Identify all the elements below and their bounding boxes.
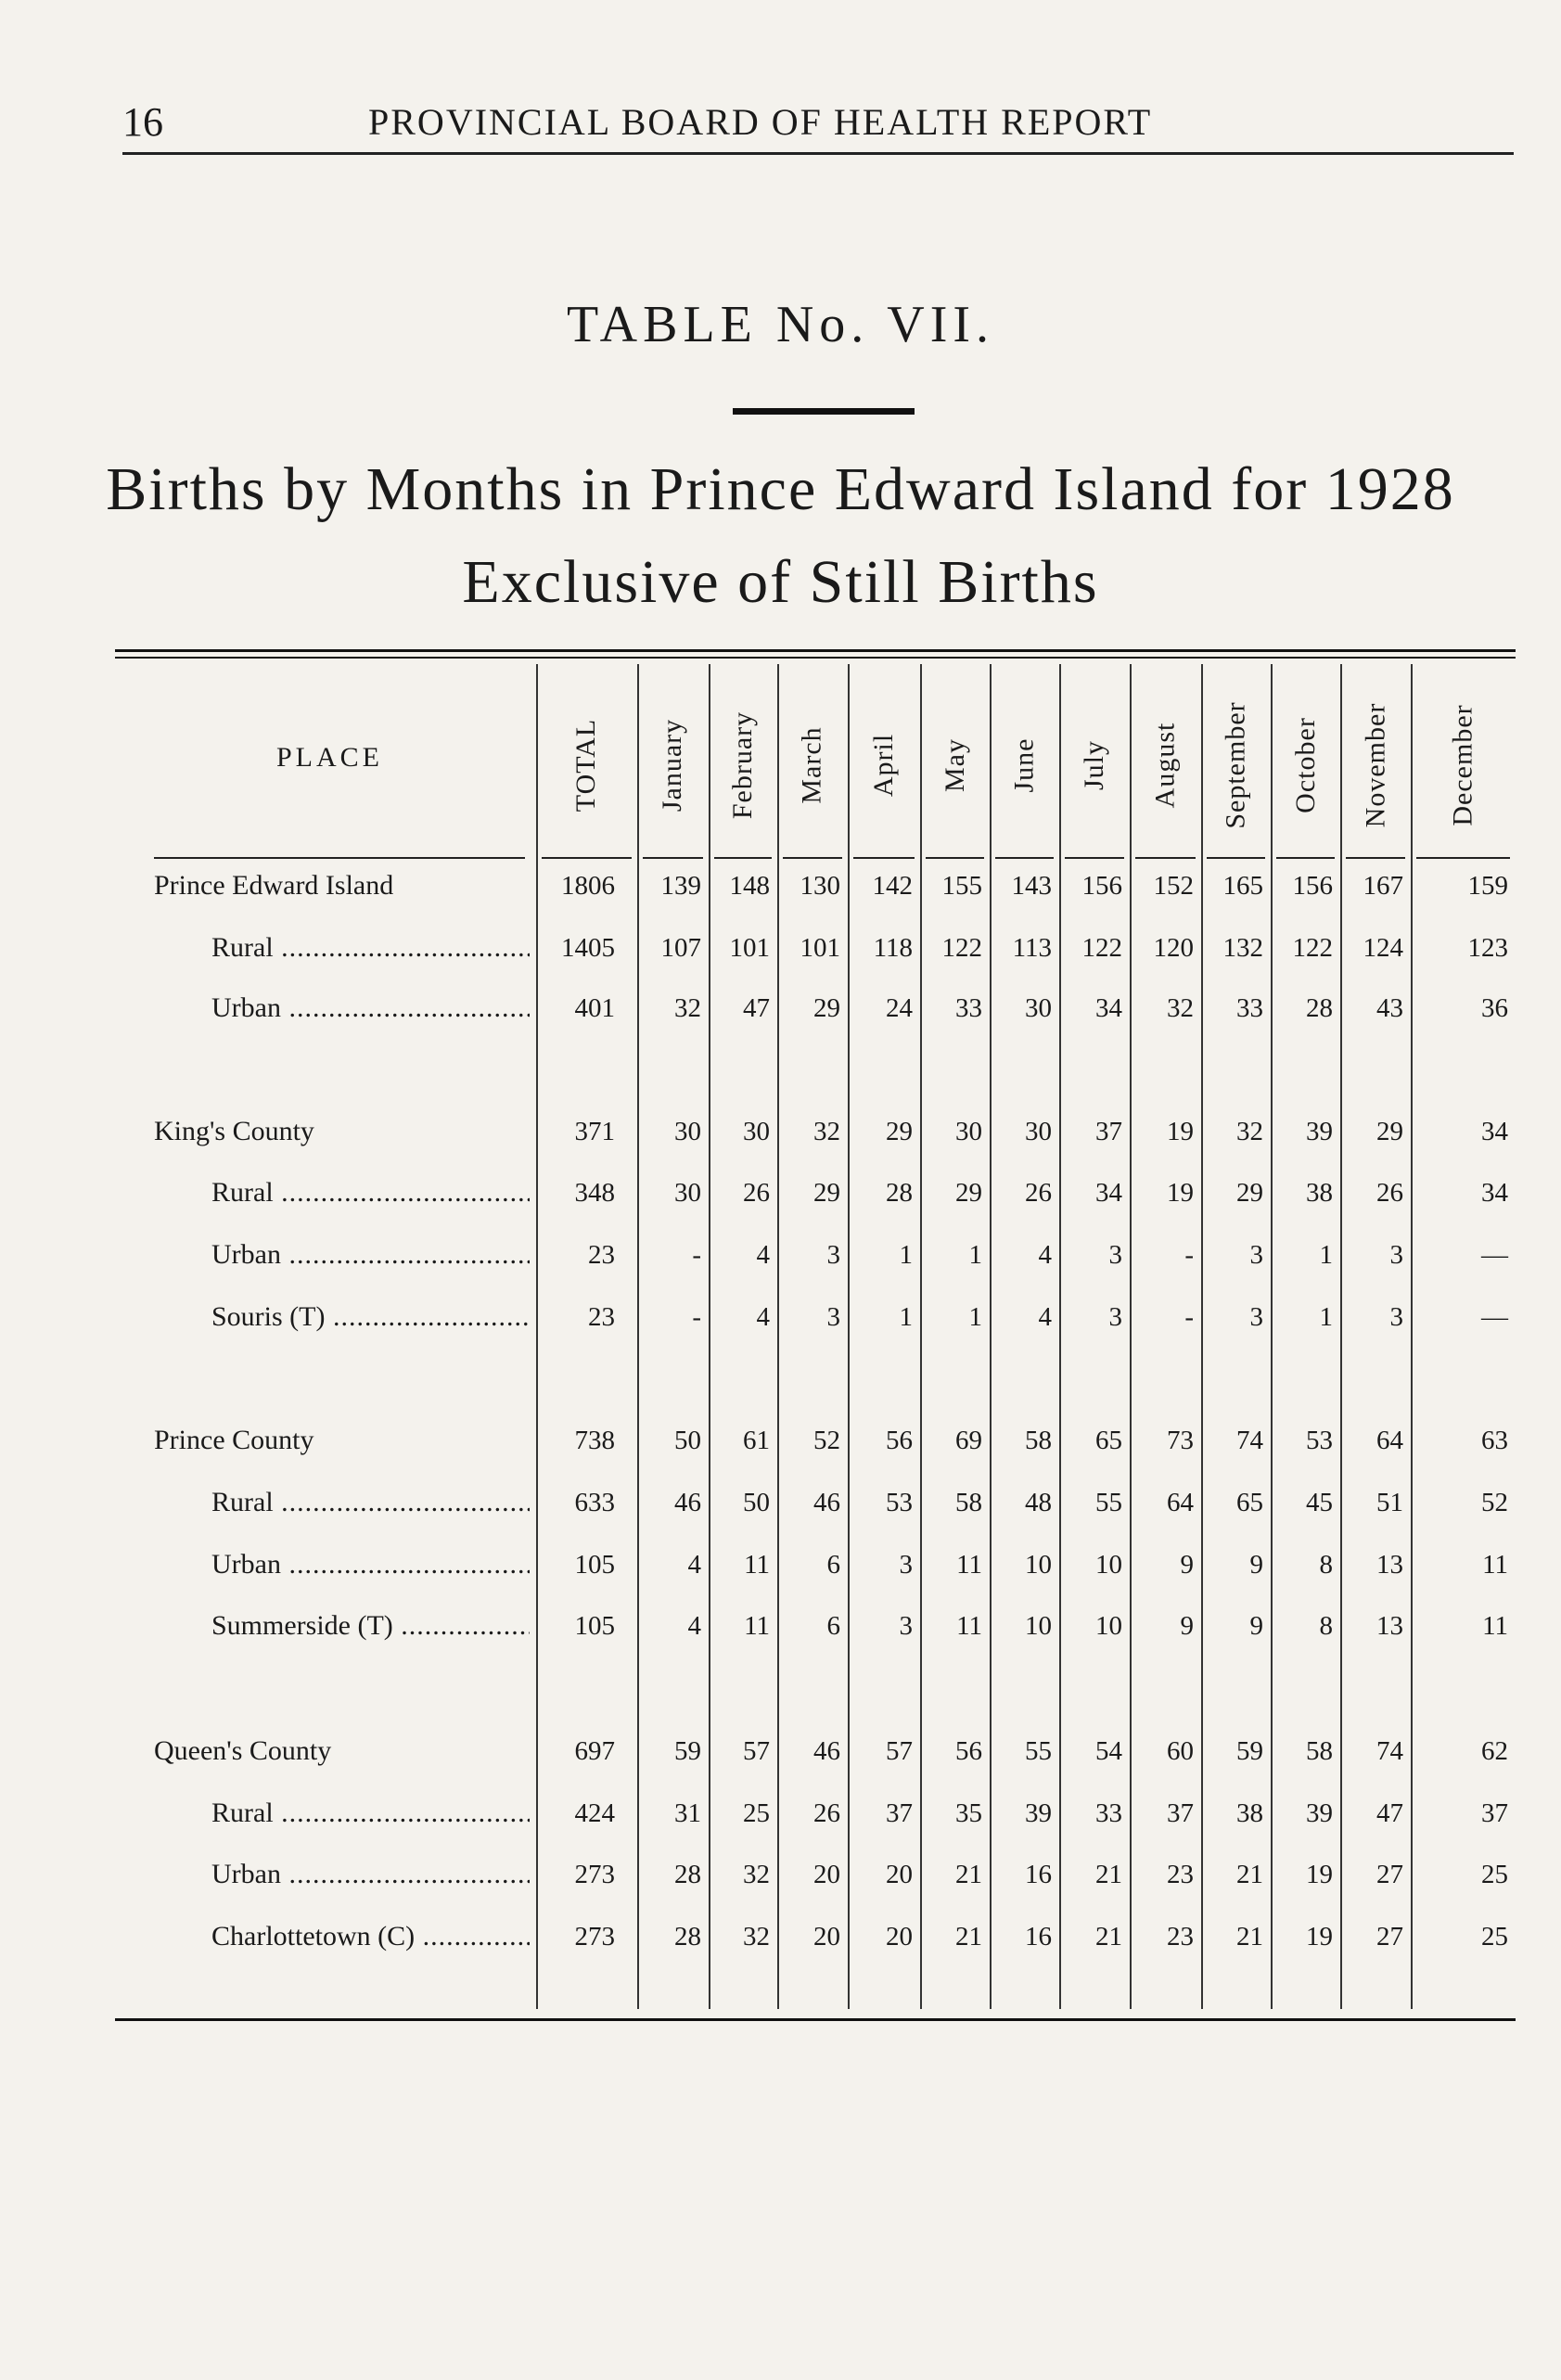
table-cell: — [1481, 1240, 1508, 1270]
table-cell: 33 [955, 993, 982, 1023]
table-cell: 130 [800, 871, 840, 901]
table-cell: 124 [1363, 933, 1403, 963]
table-cell: 56 [886, 1426, 913, 1455]
column-header-label: June [1008, 737, 1040, 793]
table-cell: 107 [660, 933, 701, 963]
table-cell: 39 [1025, 1798, 1052, 1828]
table-cell: 697 [574, 1736, 615, 1766]
table-row [0, 863, 1561, 909]
table-cell: 26 [1376, 1178, 1403, 1208]
table-cell: 122 [941, 933, 982, 963]
table-cell: 3 [826, 1302, 840, 1332]
table-cell: 4 [687, 1611, 701, 1641]
table-cell: 74 [1376, 1736, 1403, 1766]
table-cell: 19 [1167, 1117, 1194, 1146]
table-cell: 32 [743, 1860, 770, 1889]
place-label: Queen's County [154, 1735, 332, 1766]
table-cell: 6 [826, 1611, 840, 1641]
table-cell: 46 [813, 1488, 840, 1517]
header-rule [542, 857, 632, 859]
table-cell: 139 [660, 871, 701, 901]
table-cell: 20 [813, 1860, 840, 1889]
table-cell: 32 [743, 1922, 770, 1951]
table-cell: 35 [955, 1798, 982, 1828]
table-cell: 38 [1236, 1798, 1263, 1828]
place-label: Urban ..... [211, 1851, 530, 1898]
column-header-label: August [1149, 722, 1181, 809]
table-cell: 1 [899, 1240, 913, 1270]
page-header [122, 93, 1514, 155]
table-cell: 8 [1319, 1550, 1333, 1580]
table-cell: - [692, 1240, 701, 1270]
column-header [1133, 686, 1198, 844]
table-cell: 143 [1011, 871, 1052, 901]
table-cell: 26 [813, 1798, 840, 1828]
column-header [923, 686, 988, 844]
table-cell: 62 [1481, 1736, 1508, 1766]
table-row [0, 1170, 1561, 1216]
header-rule [154, 857, 525, 859]
table-cell: 29 [813, 1178, 840, 1208]
place-label: Rural ..... [211, 1170, 530, 1216]
place-label: Urban ..... [211, 985, 530, 1031]
table-cell: 9 [1180, 1611, 1194, 1641]
table-cell: 58 [1025, 1426, 1052, 1455]
header-rule [1346, 857, 1405, 859]
table-cell: 32 [1236, 1117, 1263, 1146]
column-header-label: October [1289, 717, 1321, 813]
table-cell: 21 [955, 1860, 982, 1889]
table-cell: 28 [674, 1860, 701, 1889]
table-cell: 19 [1167, 1178, 1194, 1208]
table-number: TABLE No. VII. [566, 296, 995, 353]
column-header [851, 686, 916, 844]
column-header-label: March [797, 726, 828, 804]
column-header-label: February [727, 710, 759, 820]
table-cell: 27 [1376, 1922, 1403, 1951]
column-header-label: April [867, 733, 899, 798]
table-cell: 13 [1376, 1550, 1403, 1580]
table-cell: 11 [956, 1550, 982, 1580]
table-cell: 58 [1306, 1736, 1333, 1766]
table-cell: 65 [1095, 1426, 1122, 1455]
table-cell: 34 [1095, 1178, 1122, 1208]
table-row [0, 1790, 1561, 1836]
table-cell: 25 [1481, 1860, 1508, 1889]
running-title: PROVINCIAL BOARD OF HEALTH REPORT [368, 101, 1153, 143]
table-cell: 34 [1481, 1178, 1508, 1208]
table-cell: 46 [674, 1488, 701, 1517]
table-cell: 738 [574, 1426, 615, 1455]
place-label: Rural ..... [211, 1790, 530, 1836]
table-cell: 4 [1038, 1240, 1052, 1270]
table-row [0, 985, 1561, 1031]
table-cell: 32 [813, 1117, 840, 1146]
table-cell: 47 [1376, 1798, 1403, 1828]
table-cell: 57 [743, 1736, 770, 1766]
table-cell: 4 [756, 1240, 770, 1270]
table-cell: 152 [1153, 871, 1194, 901]
column-header [1062, 686, 1127, 844]
table-title: Births by Months in Prince Edward Island for 1928 [106, 455, 1455, 523]
table-cell: 113 [1012, 933, 1052, 963]
table-cell: 28 [886, 1178, 913, 1208]
place-label: Prince Edward Island [154, 870, 394, 901]
table-cell: 29 [1236, 1178, 1263, 1208]
table-cell: 23 [1167, 1860, 1194, 1889]
table-cell: 273 [574, 1922, 615, 1951]
table-cell: 50 [674, 1426, 701, 1455]
header-rule [1416, 857, 1510, 859]
table-cell: 3 [1108, 1302, 1122, 1332]
column-header [641, 686, 706, 844]
table-row [0, 1417, 1561, 1464]
table-cell: 101 [729, 933, 770, 963]
table-cell: 3 [1249, 1240, 1263, 1270]
table-cell: 3 [826, 1240, 840, 1270]
place-label: Charlottetown (C) ..... [211, 1913, 530, 1960]
table-top-rule-thin [115, 657, 1516, 659]
table-cell: 3 [1389, 1240, 1403, 1270]
header-rule [1207, 857, 1265, 859]
column-header [1343, 686, 1408, 844]
header-rule [643, 857, 703, 859]
column-header-label: January [657, 718, 688, 813]
table-cell: 53 [1306, 1426, 1333, 1455]
column-header-label: December [1447, 704, 1478, 826]
table-row [0, 1603, 1561, 1649]
table-cell: 32 [674, 993, 701, 1023]
table-cell: 9 [1180, 1550, 1194, 1580]
table-cell: — [1481, 1302, 1508, 1332]
table-cell: 30 [674, 1117, 701, 1146]
header-rule [1065, 857, 1124, 859]
table-cell: 122 [1292, 933, 1333, 963]
table-cell: 52 [813, 1426, 840, 1455]
table-cell: 165 [1222, 871, 1263, 901]
column-header [780, 686, 845, 844]
table-cell: 105 [574, 1550, 615, 1580]
table-cell: 33 [1095, 1798, 1122, 1828]
table-cell: 50 [743, 1488, 770, 1517]
table-cell: - [1184, 1302, 1194, 1332]
table-cell: 25 [1481, 1922, 1508, 1951]
table-cell: 401 [574, 993, 615, 1023]
table-cell: 10 [1025, 1611, 1052, 1641]
table-cell: 23 [1167, 1922, 1194, 1951]
table-cell: 27 [1376, 1860, 1403, 1889]
table-cell: 23 [588, 1240, 615, 1270]
table-cell: 29 [955, 1178, 982, 1208]
place-label: Summerside (T) ..... [211, 1603, 530, 1649]
table-cell: 1 [968, 1302, 982, 1332]
table-cell: 120 [1153, 933, 1194, 963]
column-header [1273, 686, 1338, 844]
table-cell: 21 [955, 1922, 982, 1951]
table-cell: 30 [955, 1117, 982, 1146]
column-header-label: TOTAL [570, 718, 602, 813]
column-header-label: May [939, 738, 970, 792]
table-cell: 156 [1081, 871, 1122, 901]
table-subtitle: Exclusive of Still Births [462, 548, 1099, 616]
table-cell: 54 [1095, 1736, 1122, 1766]
table-cell: 8 [1319, 1611, 1333, 1641]
table-cell: 1405 [561, 933, 615, 963]
table-cell: 73 [1167, 1426, 1194, 1455]
table-cell: 39 [1306, 1798, 1333, 1828]
table-cell: 1 [1319, 1302, 1333, 1332]
table-cell: - [1184, 1240, 1194, 1270]
table-row [0, 1728, 1561, 1774]
table-cell: 21 [1095, 1860, 1122, 1889]
table-cell: 1 [968, 1240, 982, 1270]
header-rule [714, 857, 772, 859]
table-cell: 10 [1095, 1611, 1122, 1641]
table-cell: 28 [1306, 993, 1333, 1023]
table-cell: 19 [1306, 1860, 1333, 1889]
table-cell: 23 [588, 1302, 615, 1332]
table-cell: 30 [1025, 993, 1052, 1023]
table-cell: 29 [1376, 1117, 1403, 1146]
table-cell: 123 [1467, 933, 1508, 963]
table-cell: 1 [1319, 1240, 1333, 1270]
table-cell: 9 [1249, 1611, 1263, 1641]
table-cell: 58 [955, 1488, 982, 1517]
header-rule [995, 857, 1054, 859]
table-cell: 142 [872, 871, 913, 901]
place-label: King's County [154, 1116, 314, 1146]
table-cell: 29 [886, 1117, 913, 1146]
table-cell: 32 [1167, 993, 1194, 1023]
table-cell: 16 [1025, 1860, 1052, 1889]
table-cell: 56 [955, 1736, 982, 1766]
table-cell: 13 [1376, 1611, 1403, 1641]
table-cell: 37 [1095, 1117, 1122, 1146]
table-cell: 60 [1167, 1736, 1194, 1766]
table-cell: 29 [813, 993, 840, 1023]
column-header-label: September [1220, 701, 1251, 829]
table-cell: 25 [743, 1798, 770, 1828]
table-cell: 37 [1167, 1798, 1194, 1828]
table-cell: 16 [1025, 1922, 1052, 1951]
table-cell: 57 [886, 1736, 913, 1766]
table-cell: 3 [1249, 1302, 1263, 1332]
table-cell: 19 [1306, 1922, 1333, 1951]
table-cell: 64 [1167, 1488, 1194, 1517]
table-cell: 3 [899, 1550, 913, 1580]
header-rule [853, 857, 915, 859]
table-cell: 20 [886, 1922, 913, 1951]
table-cell: 64 [1376, 1426, 1403, 1455]
table-cell: 4 [1038, 1302, 1052, 1332]
table-cell: 155 [941, 871, 982, 901]
column-header-label: July [1078, 739, 1109, 791]
column-header [710, 686, 775, 844]
table-cell: 21 [1095, 1922, 1122, 1951]
table-cell: 26 [743, 1178, 770, 1208]
table-cell: 633 [574, 1488, 615, 1517]
table-cell: 21 [1236, 1922, 1263, 1951]
table-cell: 4 [756, 1302, 770, 1332]
column-header-label: November [1360, 702, 1390, 828]
table-cell: - [692, 1302, 701, 1332]
table-cell: 24 [886, 993, 913, 1023]
table-cell: 30 [674, 1178, 701, 1208]
table-cell: 74 [1236, 1426, 1263, 1455]
table-cell: 46 [813, 1736, 840, 1766]
table-cell: 30 [1025, 1117, 1052, 1146]
table-cell: 55 [1025, 1736, 1052, 1766]
table-cell: 45 [1306, 1488, 1333, 1517]
table-row [0, 1542, 1561, 1588]
header-rule [783, 857, 842, 859]
table-cell: 10 [1095, 1550, 1122, 1580]
place-label: Rural ..... [211, 1479, 530, 1526]
table-cell: 371 [574, 1117, 615, 1146]
table-cell: 159 [1467, 871, 1508, 901]
table-cell: 31 [674, 1798, 701, 1828]
table-cell: 4 [687, 1550, 701, 1580]
column-header [992, 686, 1057, 844]
table-cell: 53 [886, 1488, 913, 1517]
table-cell: 30 [743, 1117, 770, 1146]
table-cell: 132 [1222, 933, 1263, 963]
table-row [0, 925, 1561, 971]
table-cell: 11 [744, 1611, 770, 1641]
table-cell: 52 [1481, 1488, 1508, 1517]
table-cell: 156 [1292, 871, 1333, 901]
table-cell: 69 [955, 1426, 982, 1455]
column-header [555, 686, 620, 844]
table-cell: 63 [1481, 1426, 1508, 1455]
table-cell: 34 [1481, 1117, 1508, 1146]
table-cell: 48 [1025, 1488, 1052, 1517]
table-cell: 20 [813, 1922, 840, 1951]
table-cell: 101 [800, 933, 840, 963]
table-cell: 37 [1481, 1798, 1508, 1828]
table-cell: 148 [729, 871, 770, 901]
header-rule [1276, 857, 1335, 859]
table-bottom-rule [115, 2018, 1516, 2021]
table-cell: 47 [743, 993, 770, 1023]
table-cell: 59 [1236, 1736, 1263, 1766]
table-row [0, 1108, 1561, 1155]
table-row [0, 1851, 1561, 1898]
table-cell: 55 [1095, 1488, 1122, 1517]
table-cell: 1 [899, 1302, 913, 1332]
table-row [0, 1913, 1561, 1960]
table-cell: 39 [1306, 1117, 1333, 1146]
table-cell: 20 [886, 1860, 913, 1889]
table-cell: 424 [574, 1798, 615, 1828]
header-rule [1135, 857, 1196, 859]
table-cell: 38 [1306, 1178, 1333, 1208]
table-row [0, 1479, 1561, 1526]
table-cell: 11 [1482, 1550, 1508, 1580]
table-cell: 11 [744, 1550, 770, 1580]
table-cell: 11 [956, 1611, 982, 1641]
table-cell: 273 [574, 1860, 615, 1889]
table-cell: 3 [899, 1611, 913, 1641]
table-cell: 26 [1025, 1178, 1052, 1208]
table-cell: 65 [1236, 1488, 1263, 1517]
table-cell: 122 [1081, 933, 1122, 963]
place-label: Urban ..... [211, 1542, 530, 1588]
place-label: Prince County [154, 1425, 314, 1455]
table-row [0, 1232, 1561, 1278]
table-cell: 6 [826, 1550, 840, 1580]
table-cell: 105 [574, 1611, 615, 1641]
table-cell: 3 [1389, 1302, 1403, 1332]
table-cell: 37 [886, 1798, 913, 1828]
title-rule [733, 408, 915, 415]
table-cell: 167 [1363, 871, 1403, 901]
place-label: Urban ..... [211, 1232, 530, 1278]
table-cell: 33 [1236, 993, 1263, 1023]
table-cell: 1806 [561, 871, 615, 901]
table-cell: 51 [1376, 1488, 1403, 1517]
table-cell: 43 [1376, 993, 1403, 1023]
table-cell: 59 [674, 1736, 701, 1766]
place-label: Souris (T) ..... [211, 1294, 530, 1340]
place-label: Rural ..... [211, 925, 530, 971]
table-cell: 3 [1108, 1240, 1122, 1270]
table-cell: 21 [1236, 1860, 1263, 1889]
place-column-header: PLACE [276, 742, 384, 773]
table-row [0, 1294, 1561, 1340]
column-header [1204, 686, 1269, 844]
table-cell: 9 [1249, 1550, 1263, 1580]
header-rule [926, 857, 984, 859]
page-number: 16 [122, 99, 163, 145]
table-top-rule [115, 649, 1516, 652]
table-cell: 348 [574, 1178, 615, 1208]
table-cell: 36 [1481, 993, 1508, 1023]
table-cell: 10 [1025, 1550, 1052, 1580]
table-cell: 11 [1482, 1611, 1508, 1641]
table-cell: 118 [873, 933, 913, 963]
column-header [1431, 686, 1496, 844]
table-cell: 34 [1095, 993, 1122, 1023]
table-cell: 28 [674, 1922, 701, 1951]
table-cell: 61 [743, 1426, 770, 1455]
